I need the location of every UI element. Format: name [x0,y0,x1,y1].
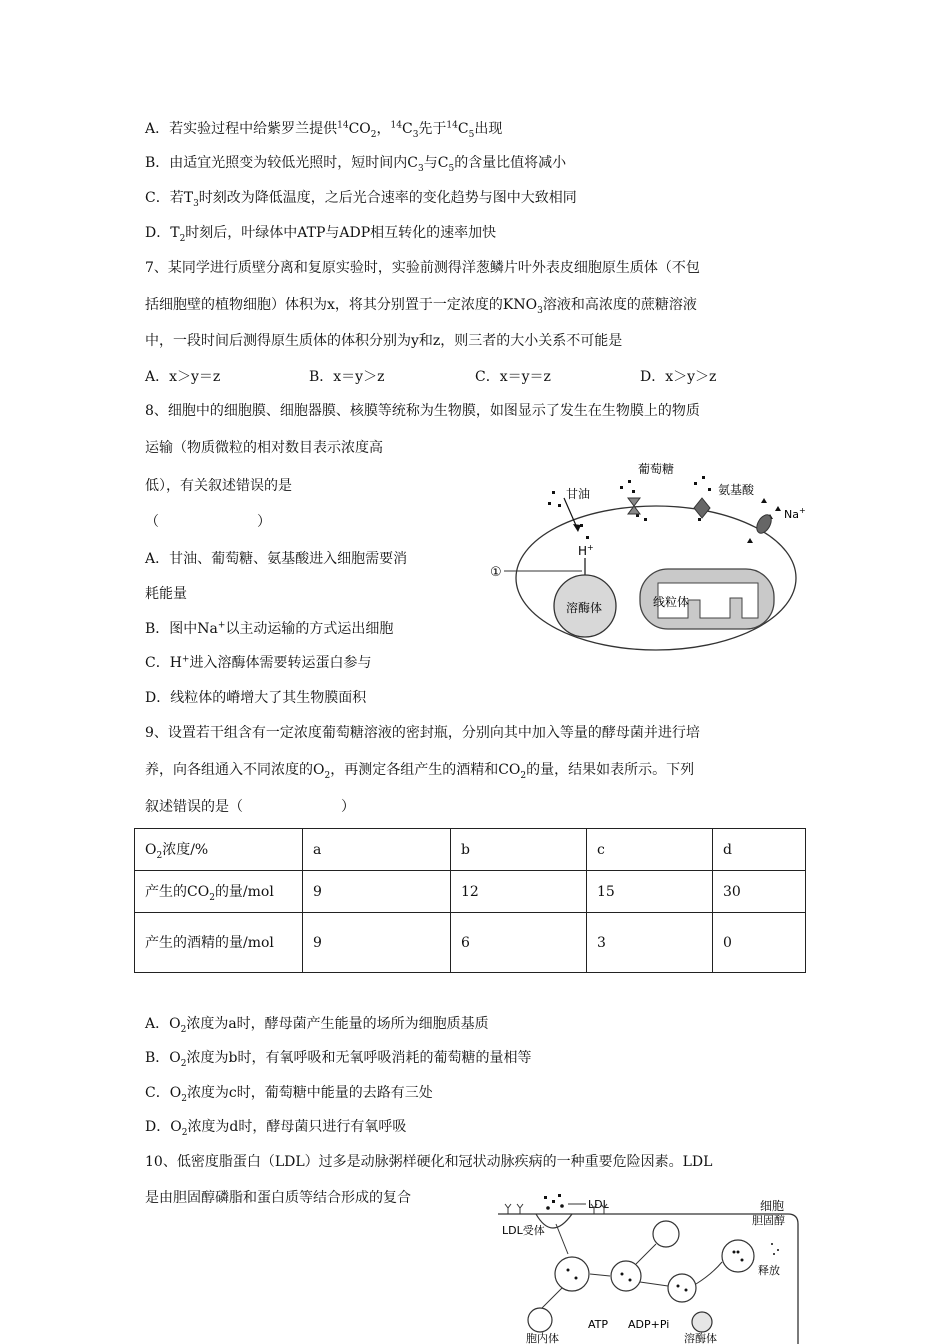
q9-option-d: D．$O_2$浓度为d时，酵母菌只进行有氧呼吸 [145,1119,407,1138]
q8-option-a-line2: 耗能量 [145,586,187,602]
q10-stem-line2: 是由胆固醇磷脂和蛋白质等结合形成的复合 [145,1190,411,1206]
label-release: 释放 [758,1264,780,1277]
label-adp-pi: ADP+Pi [628,1318,670,1331]
q9-option-b: B．$O_2$浓度为b时，有氧呼吸和无氧呼吸消耗的葡萄糖的量相等 [145,1050,532,1069]
label-mitochondrion: 线粒体 [653,595,690,609]
q8-option-b: B．图中Na+以主动运输的方式运出细胞 [145,620,394,637]
q9-stem-line3: 叙述错误的是（ ） [145,799,355,815]
amino-acid-carrier [694,498,710,518]
table-cell: b [451,829,587,871]
marker-one: ① [490,565,502,580]
table-row-header [135,829,806,871]
cholesterol-vesicle [722,1240,754,1272]
table-cell: c [587,829,713,871]
label-cholesterol: 胆固醇 [752,1214,785,1227]
lysosome [692,1312,712,1332]
q9-stem-line2: 养，向各组通入不同浓度的$O_2$，再测定各组产生的酒精和$CO_2$的量，结果如表所示。下列 [145,762,695,781]
q6-option-c: C．若$T_3$时刻改为降低温度，之后光合速率的变化趋势与图中大致相同 [145,190,577,209]
q9-option-a: A．$O_2$浓度为a时，酵母菌产生能量的场所为细胞质基质 [145,1016,489,1035]
table-cell: 9 [303,871,451,913]
table-cell: 30 [713,871,806,913]
label-sodium: Na+ [784,506,806,521]
table-header-o2: $O_2$浓度/% [135,829,303,871]
vesicle-fused [611,1261,641,1291]
q7-option-b: B．x＝y＞z [309,369,385,385]
ldl-particles [544,1194,564,1210]
table-row-co2 [135,871,806,913]
q6-option-b: B．由适宜光照变为较低光照时，短时间内$C_3$与$C_5$的含量比值将减小 [145,155,567,174]
endosome [528,1308,552,1332]
label-glycerol: 甘油 [566,487,591,501]
label-hydrogen-ion: H+ [578,543,594,558]
q7-stem-line3: 中，一段时间后测得原生质体的体积分别为y和z，则三者的大小关系不可能是 [145,333,623,349]
table-label-co2: 产生的$CO_2$的量/mol [135,871,303,913]
q8-stem-line2: 运输（物质微粒的相对数目表示浓度高 [145,440,383,456]
table-cell: 6 [451,913,587,973]
q7-stem-line2: 括细胞壁的植物细胞）体积为x，将其分别置于一定浓度的$KNO_3$溶液和高浓度的蔗糖溶液 [145,297,697,316]
q9-option-c: C．$O_2$浓度为c时，葡萄糖中能量的去路有三处 [145,1085,433,1104]
q6-option-a: A．若实验过程中给紫罗兰提供$^{14}CO_2$，$^{14}C_3$先于$^{14}C_5$出现 [145,120,503,140]
table-cell: 12 [451,871,587,913]
label-lysosome: 溶酶体 [566,601,603,615]
table-label-alcohol: 产生的酒精的量/mol [135,913,303,973]
q7-option-d: D．x＞y＞z [640,369,717,385]
q8-option-c: C．H+进入溶酶体需要转运蛋白参与 [145,654,372,671]
table-cell: 0 [713,913,806,973]
yeast-respiration-table [134,828,806,973]
q6-option-d: D．$T_2$时刻后，叶绿体中ATP与ADP相互转化的速率加快 [145,225,497,244]
table-cell: 3 [587,913,713,973]
label-glucose: 葡萄糖 [638,462,675,476]
ldl-uptake-diagram [496,1190,806,1344]
label-ldl-receptor: LDL受体 [502,1224,545,1237]
table-cell: d [713,829,806,871]
label-lysosome-q10: 溶酶体 [684,1332,717,1344]
label-atp: ATP [588,1318,609,1331]
table-row-alcohol [135,913,806,973]
lysosome-fused [668,1274,696,1302]
q9-stem-line1: 9、设置若干组含有一定浓度葡萄糖溶液的密封瓶，分别向其中加入等量的酵母菌并进行培 [145,725,700,741]
vesicle-recycling [653,1221,679,1247]
q8-option-d: D．线粒体的嵴增大了其生物膜面积 [145,690,367,706]
q8-stem-line3: 低），有关叙述错误的是 [145,478,292,494]
q10-stem-line1: 10、低密度脂蛋白（LDL）过多是动脉粥样硬化和冠状动脉疾病的一种重要危险因素。LDL [145,1154,713,1170]
table-cell: a [303,829,451,871]
q7-option-a: A．x＞y＝z [145,369,221,385]
table-cell: 9 [303,913,451,973]
q8-option-a-line1: A．甘油、葡萄糖、氨基酸进入细胞需要消 [145,551,408,567]
q8-stem-line1: 8、细胞中的细胞膜、细胞器膜、核膜等统称为生物膜，如图显示了发生在生物膜上的物质 [145,403,700,419]
label-amino-acid: 氨基酸 [718,483,755,497]
label-cell: 细胞 [760,1199,785,1213]
vesicle [555,1257,589,1291]
table-cell: 15 [587,871,713,913]
q7-option-c: C．x＝y＝z [475,369,551,385]
membrane-transport-diagram [488,458,808,654]
label-endosome: 胞内体 [526,1332,559,1344]
sodium-carrier [754,512,774,535]
q8-answer-paren: （ ） [145,514,271,530]
q7-stem-line1: 7、某同学进行质壁分离和复原实验时，实验前测得洋葱鳞片叶外表皮细胞原生质体（不包 [145,260,700,276]
label-ldl: LDL [588,1198,609,1211]
